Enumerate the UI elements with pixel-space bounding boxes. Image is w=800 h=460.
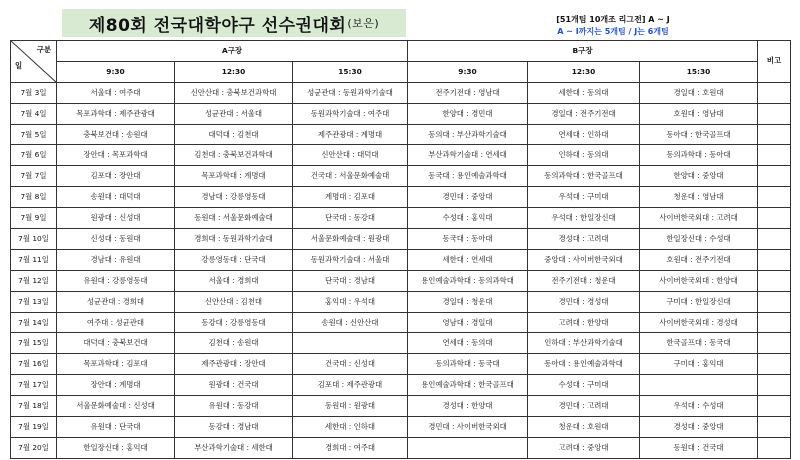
remarks-cell: [758, 229, 791, 250]
match-cell: 장안대 : 목포과학대: [57, 145, 175, 166]
match-date: 7월 3일: [11, 82, 57, 103]
match-cell: 부산과학기술대 : 연세대: [408, 145, 528, 166]
corner-header: [11, 41, 57, 83]
match-cell: 건국대 : 신성대: [293, 354, 408, 375]
match-cell: 연세대 : 인하대: [528, 124, 640, 145]
match-date: 7월 13일: [11, 291, 57, 312]
match-cell: 한국골프대 : 동국대: [640, 333, 758, 354]
match-cell: 전주기전대 : 영남대: [408, 82, 528, 103]
match-date: 7월 6일: [11, 145, 57, 166]
match-cell: 경성대 : 중앙대: [640, 417, 758, 438]
match-date: 7월 9일: [11, 208, 57, 229]
match-cell: 부산과학기술대 : 세한대: [175, 437, 293, 458]
match-cell: 성균관대 : 경희대: [57, 291, 175, 312]
remarks-cell: [758, 145, 791, 166]
match-cell: 경일대 : 청운대: [408, 291, 528, 312]
match-cell: 신안산대 : 대덕대: [293, 145, 408, 166]
remarks-cell: [758, 354, 791, 375]
match-cell: 단국대 : 동강대: [293, 208, 408, 229]
match-cell: 연세대 : 동의대: [408, 333, 528, 354]
match-cell: 용인예술과학대 : 한국골프대: [408, 375, 528, 396]
match-cell: 동국대 : 동아대: [408, 229, 528, 250]
table-row: [11, 82, 791, 103]
match-cell: 수성대 : 구미대: [528, 375, 640, 396]
match-cell: 동의과학대 : 동아대: [640, 145, 758, 166]
table-row: [11, 312, 791, 333]
match-cell: 우석대 : 구미대: [528, 187, 640, 208]
table-row: [11, 208, 791, 229]
table-row: [11, 124, 791, 145]
match-cell: 충북보건대 : 송원대: [57, 124, 175, 145]
match-date: 7월 15일: [11, 333, 57, 354]
match-cell: 구미대 : 한일장신대: [640, 291, 758, 312]
match-cell: 경민대 : 사이버한국외대: [408, 417, 528, 438]
match-date: 7월 16일: [11, 354, 57, 375]
match-cell: 한일장신대 : 수성대: [640, 229, 758, 250]
match-cell: 동국대 : 용인예술과학대: [408, 166, 528, 187]
match-cell: 용인예술과학대 : 동의과학대: [408, 270, 528, 291]
match-cell: 김천대 : 충북보건과학대: [175, 145, 293, 166]
match-cell: 신안산대 : 충북보건과학대: [175, 82, 293, 103]
match-date: 7월 7일: [11, 166, 57, 187]
remarks-cell: [758, 270, 791, 291]
venue-a-header: A구장: [57, 41, 408, 62]
match-cell: 김포대 : 제주관광대: [293, 375, 408, 396]
match-cell: 동강대 : 경남대: [175, 417, 293, 438]
match-cell: 동강대 : 강릉영동대: [175, 312, 293, 333]
match-cell: 호원대 : 영남대: [640, 103, 758, 124]
time-header-row: [11, 61, 791, 82]
match-cell: 인하대 : 동의대: [528, 145, 640, 166]
match-date: 7월 5일: [11, 124, 57, 145]
match-cell: 유원대 : 강릉영동대: [57, 270, 175, 291]
match-cell: 성균관대 : 동원과학기술대: [293, 82, 408, 103]
match-cell: 동원대 : 서울문화예술대: [175, 208, 293, 229]
match-cell: 중앙대 : 사이버한국외대: [528, 249, 640, 270]
time-slot-header: 12:30: [175, 61, 293, 82]
match-cell: 전주기전대 : 청운대: [528, 270, 640, 291]
table-row: [11, 396, 791, 417]
match-cell: 우석대 : 수성대: [640, 396, 758, 417]
format-note: [51개팀 10개조 리그전] A ~ J: [556, 15, 670, 24]
match-cell: 세한대 : 동의대: [528, 82, 640, 103]
tournament-title: 제80회 전국대학야구 선수권대회: [88, 15, 347, 36]
time-slot-header: 9:30: [408, 61, 528, 82]
match-cell: 한일장신대 : 홍익대: [57, 437, 175, 458]
match-cell: 여주대 : 성균관대: [57, 312, 175, 333]
match-cell: 대덕대 : 충북보건대: [57, 333, 175, 354]
remarks-cell: [758, 396, 791, 417]
venue-b-header: B구장: [408, 41, 758, 62]
match-cell: 단국대 : 경남대: [293, 270, 408, 291]
match-cell: 목포과학대 : 김포대: [57, 354, 175, 375]
time-slot-header: 12:30: [528, 61, 640, 82]
match-cell: 고려대 : 중앙대: [528, 437, 640, 458]
match-cell: 경성대 : 고려대: [528, 229, 640, 250]
remarks-cell: [758, 291, 791, 312]
match-cell: 김천대 : 송원대: [175, 333, 293, 354]
schedule-body: [11, 82, 791, 458]
remarks-cell: [758, 437, 791, 458]
match-cell: 유원대 : 단국대: [57, 417, 175, 438]
match-cell: 호원대 : 전주기전대: [640, 249, 758, 270]
corner-category-label: 구분: [36, 45, 51, 54]
match-cell: 김포대 : 장안대: [57, 166, 175, 187]
time-slot-header: 9:30: [57, 61, 175, 82]
match-cell: 제주관광대 : 장안대: [175, 354, 293, 375]
schedule-table: [10, 40, 791, 459]
match-cell: 청운대 : 영남대: [640, 187, 758, 208]
match-cell: 신안산대 : 김천대: [175, 291, 293, 312]
match-cell: 서울대 : 경희대: [175, 270, 293, 291]
match-date: 7월 19일: [11, 417, 57, 438]
table-row: [11, 333, 791, 354]
match-cell: 목포과학대 : 계명대: [175, 166, 293, 187]
tournament-title-banner: [62, 9, 406, 37]
match-cell: 경민대 : 고려대: [528, 396, 640, 417]
match-date: 7월 12일: [11, 270, 57, 291]
match-cell: 수성대 : 홍익대: [408, 208, 528, 229]
match-cell: 유원대 : 동강대: [175, 396, 293, 417]
match-cell: 송원대 : 대덕대: [57, 187, 175, 208]
match-cell: 서울문화예술대 : 원광대: [293, 229, 408, 250]
match-cell: 사이버한국외대 : 경성대: [640, 312, 758, 333]
table-row: [11, 229, 791, 250]
remarks-cell: [758, 333, 791, 354]
remarks-header: 비고: [758, 41, 791, 83]
match-cell: 동원과학기술대 : 서울대: [293, 249, 408, 270]
remarks-cell: [758, 166, 791, 187]
match-cell: 영남대 : 경일대: [408, 312, 528, 333]
match-date: 7월 20일: [11, 437, 57, 458]
time-slot-header: 15:30: [640, 61, 758, 82]
match-cell: 경일대 : 전주기전대: [528, 103, 640, 124]
match-cell: 동의과학대 : 동국대: [408, 354, 528, 375]
match-cell: 성균관대 : 서울대: [175, 103, 293, 124]
remarks-cell: [758, 124, 791, 145]
match-cell: 구미대 : 홍익대: [640, 354, 758, 375]
match-cell: 건국대 : 서울문화예술대: [293, 166, 408, 187]
match-cell: 홍익대 : 우석대: [293, 291, 408, 312]
match-cell: 동아대 : 용인예술과학대: [528, 354, 640, 375]
match-cell: 신성대 : 동원대: [57, 229, 175, 250]
match-date: 7월 18일: [11, 396, 57, 417]
group-note: A ~ I까지는 5개팀 / J는 6개팀: [557, 27, 669, 36]
match-cell: 경민대 : 경성대: [528, 291, 640, 312]
match-cell: 경희대 : 동원과학기술대: [175, 229, 293, 250]
match-date: 7월 14일: [11, 312, 57, 333]
match-cell: 한양대 : 경민대: [408, 103, 528, 124]
match-cell: 송원대 : 신안산대: [293, 312, 408, 333]
tournament-location: (보은): [347, 17, 380, 30]
match-cell: 계명대 : 김포대: [293, 187, 408, 208]
match-cell: 인하대 : 부산과학기술대: [528, 333, 640, 354]
corner-day-label: 일: [15, 60, 23, 70]
match-cell: 목포과학대 : 제주관광대: [57, 103, 175, 124]
table-row: [11, 187, 791, 208]
match-cell: 경희대 : 여주대: [293, 437, 408, 458]
table-row: [11, 249, 791, 270]
match-cell: [408, 437, 528, 458]
match-cell: 세한대 : 연세대: [408, 249, 528, 270]
match-date: 7월 10일: [11, 229, 57, 250]
table-row: [11, 354, 791, 375]
match-cell: 고려대 : 한양대: [528, 312, 640, 333]
remarks-cell: [758, 249, 791, 270]
remarks-cell: [758, 187, 791, 208]
table-row: [11, 145, 791, 166]
match-cell: 대덕대 : 김천대: [175, 124, 293, 145]
table-row: [11, 291, 791, 312]
match-date: 7월 17일: [11, 375, 57, 396]
remarks-cell: [758, 82, 791, 103]
match-cell: 동의대 : 부산과학기술대: [408, 124, 528, 145]
table-row: [11, 166, 791, 187]
match-cell: 서울문화예술대 : 신성대: [57, 396, 175, 417]
table-row: [11, 437, 791, 458]
match-cell: 동의과학대 : 한국골프대: [528, 166, 640, 187]
match-cell: 강릉영동대 : 단국대: [175, 249, 293, 270]
match-cell: 사이버한국외대 : 고려대: [640, 208, 758, 229]
match-cell: 동아대 : 한국골프대: [640, 124, 758, 145]
match-cell: 동원대 : 건국대: [640, 437, 758, 458]
remarks-cell: [758, 312, 791, 333]
match-cell: 경성대 : 한양대: [408, 396, 528, 417]
match-cell: 경일대 : 호원대: [640, 82, 758, 103]
match-cell: 경민대 : 중앙대: [408, 187, 528, 208]
match-date: 7월 8일: [11, 187, 57, 208]
match-cell: 동원과학기술대 : 여주대: [293, 103, 408, 124]
remarks-cell: [758, 375, 791, 396]
table-row: [11, 417, 791, 438]
match-cell: 장안대 : 계명대: [57, 375, 175, 396]
match-cell: 한양대 : 중앙대: [640, 166, 758, 187]
match-cell: 경남대 : 유원대: [57, 249, 175, 270]
match-cell: 동원대 : 원광대: [293, 396, 408, 417]
match-cell: 우석대 : 한일장신대: [528, 208, 640, 229]
remarks-cell: [758, 417, 791, 438]
remarks-cell: [758, 208, 791, 229]
match-cell: 세한대 : 인하대: [293, 417, 408, 438]
time-slot-header: 15:30: [293, 61, 408, 82]
table-row: [11, 103, 791, 124]
match-date: 7월 4일: [11, 103, 57, 124]
match-cell: [293, 333, 408, 354]
match-cell: 서울대 : 여주대: [57, 82, 175, 103]
match-cell: 제주관광대 : 계명대: [293, 124, 408, 145]
remarks-cell: [758, 103, 791, 124]
match-cell: 사이버한국외대 : 한양대: [640, 270, 758, 291]
table-row: [11, 270, 791, 291]
match-cell: 경남대 : 강릉영동대: [175, 187, 293, 208]
match-cell: [640, 375, 758, 396]
match-cell: 청운대 : 호원대: [528, 417, 640, 438]
match-date: 7월 11일: [11, 249, 57, 270]
table-row: [11, 375, 791, 396]
match-cell: 원광대 : 건국대: [175, 375, 293, 396]
match-cell: 원광대 : 신성대: [57, 208, 175, 229]
